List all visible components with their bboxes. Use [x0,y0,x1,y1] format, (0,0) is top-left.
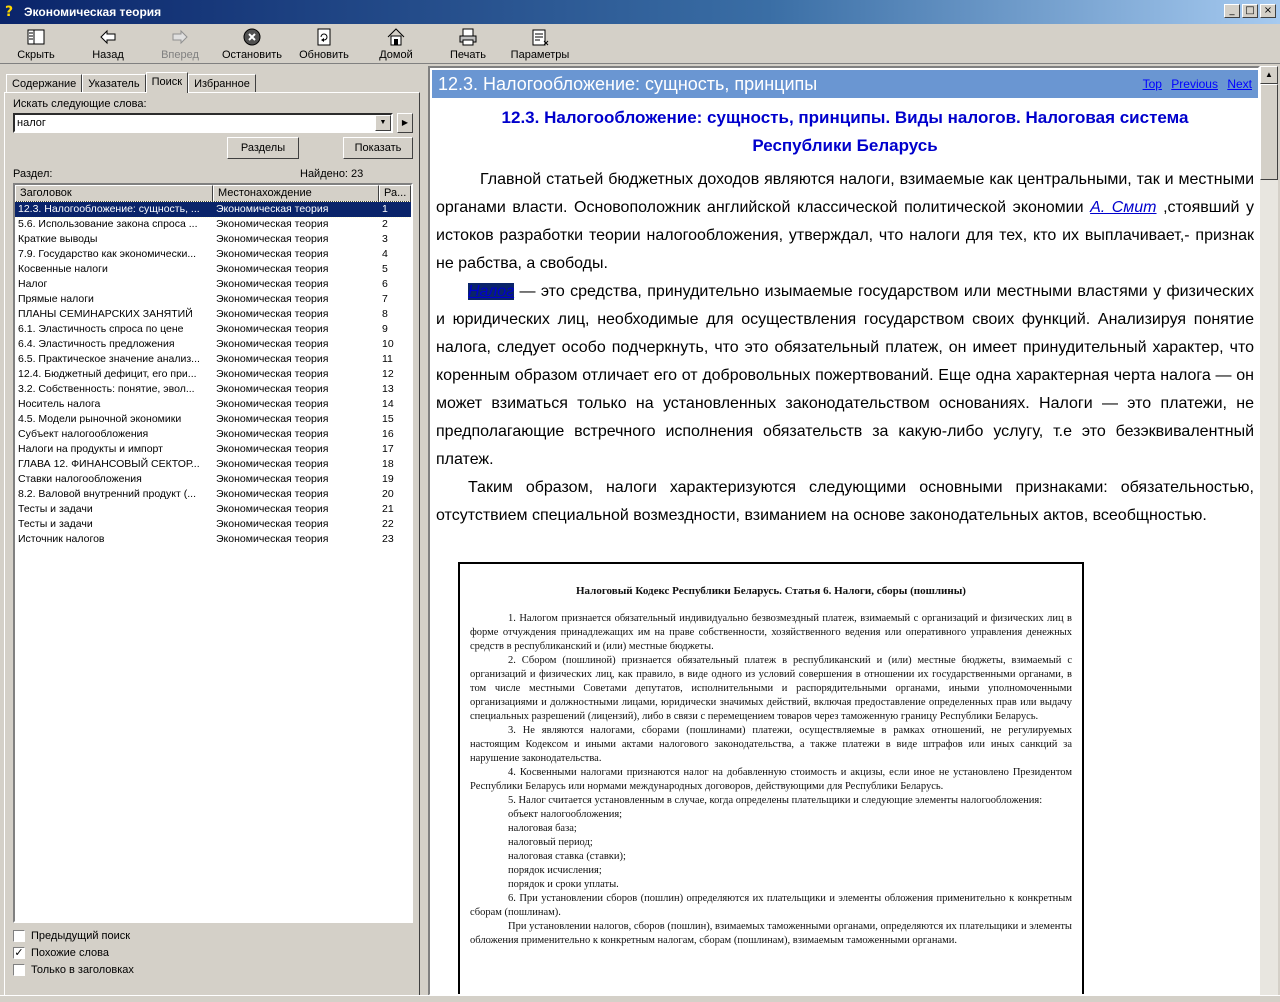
result-row[interactable] [15,337,411,352]
topic-heading: 12.3. Налогообложение: сущность, принципы. Виды налогов. Налоговая система Республики Беларусь [501,108,1189,155]
result-rank: 9 [382,323,388,335]
result-rank: 19 [382,473,394,485]
tab-search[interactable]: Поиск [146,72,188,93]
hide-button[interactable] [0,24,72,64]
results-header [15,185,411,202]
paragraph-2: Налог — это средства, принудительно изымаемые государством или местными властями у физических и юридических лиц, необходимые для осуществления государством своих функций. Анализируя понятие налога, следует особо подчеркнуть, что это обязательный платеж, он имеет принудительный характер, что коренным образом отличает его от добровольных пожертвований. Еще одна характерная черта налога — он может взиматься только на установленных законодательством основаниях. Налоги — это платежи, не предполагающие встречного исполнения обязательств за какую-либо услугу, т.е это безэквивалентный платеж. [436,283,1254,468]
result-rank: 22 [382,518,394,530]
topic-header-bar [432,70,1258,98]
scan-list-item: порядок и сроки уплаты. [508,879,619,890]
help-app-icon: ? [5,4,14,20]
refresh-icon [314,27,334,47]
result-location: Экономическая теория [216,518,329,530]
scan-list-item: объект налогообложения; [508,809,623,820]
result-location: Экономическая теория [216,458,329,470]
result-rank: 12 [382,368,394,380]
result-title: Субъект налогообложения [18,428,149,440]
result-row[interactable] [15,202,411,217]
search-history-arrow-icon[interactable]: ▶ [397,113,413,133]
search-prompt-label: Искать следующие слова: [13,98,147,110]
checkbox-label: Похожие слова [31,947,109,959]
paragraph-3: Таким образом, налоги характеризуются следующими основными признаками: обязательностью, отсутствием специальной возмездности, взиманием на основе законодательных актов, всеобщностью. [436,479,1254,524]
column-location[interactable]: Местонахождение [213,185,379,202]
title-bar [0,0,1280,24]
result-title: Налог [18,278,48,290]
content-scrollbar[interactable] [1260,66,1278,996]
result-title: ГЛАВА 12. ФИНАНСОВЫЙ СЕКТОР... [18,458,200,470]
combo-dropdown-icon[interactable]: ▼ [375,115,391,131]
forward-label: Вперед [161,49,199,61]
result-location: Экономическая теория [216,398,329,410]
result-row[interactable] [15,472,411,487]
result-location: Экономическая теория [216,473,329,485]
result-rank: 18 [382,458,394,470]
tab-index[interactable]: Указатель [82,74,145,93]
paragraph-1: Главной статьей бюджетных доходов являются налоги, взимаемые как центральными, так и местными органами власти. Основоположник английской классической политической экономии А. Смит ,стоявший у истоков разработки теории налогообложения, утверждал, что налоги для тех, кто их выплачивает,- признак не рабства, а свободы. [436,171,1255,272]
tab-favorites[interactable]: Избранное [188,74,256,93]
result-location: Экономическая теория [216,218,329,230]
result-rank: 16 [382,428,394,440]
home-button[interactable] [360,24,432,64]
previous-search-checkbox[interactable] [13,930,130,942]
topic-nav-links [1137,77,1252,91]
result-row[interactable] [15,397,411,412]
search-combo[interactable] [13,113,393,133]
back-label: Назад [92,49,124,61]
result-title: 12.3. Налогообложение: сущность, ... [18,203,200,215]
checkbox-box [13,930,25,942]
scroll-up-icon[interactable]: ▲ [1260,66,1278,84]
status-strip [0,995,1280,1002]
result-location: Экономическая теория [216,533,329,545]
result-title: 5.6. Использование закона спроса ... [18,218,198,230]
result-rank: 3 [382,233,388,245]
scan-list-item: порядок исчисления; [508,865,602,876]
result-title: 12.4. Бюджетный дефицит, его при... [18,368,197,380]
pane-splitter[interactable] [421,66,427,1002]
previous-link[interactable]: Previous [1171,77,1218,91]
result-row[interactable] [15,442,411,457]
topic-body [436,104,1254,530]
forward-button[interactable] [144,24,216,64]
result-title: 6.4. Эластичность предложения [18,338,175,350]
result-title: Тесты и задачи [18,518,93,530]
result-location: Экономическая теория [216,428,329,440]
tax-highlight-link[interactable]: Налог [468,283,515,300]
options-icon [530,27,550,47]
checkbox-label: Только в заголовках [31,964,134,976]
stop-button[interactable] [216,24,288,64]
tax-code-scan-image [458,562,1084,996]
result-title: Косвенные налоги [18,263,108,275]
result-rank: 11 [382,353,393,365]
result-row[interactable] [15,532,411,547]
options-label: Параметры [510,49,570,61]
result-title: Источник налогов [18,533,105,545]
smith-link[interactable]: А. Смит [1090,199,1157,216]
result-row[interactable] [15,262,411,277]
result-location: Экономическая теория [216,413,329,425]
home-icon [386,27,406,47]
checkbox-box [13,964,25,976]
checkbox-label: Предыдущий поиск [31,930,131,942]
next-link[interactable]: Next [1227,77,1252,91]
show-button[interactable]: Показать [343,137,413,159]
result-title: Носитель налога [18,398,101,410]
result-location: Экономическая теория [216,248,329,260]
result-location: Экономическая теория [216,263,329,275]
result-location: Экономическая теория [216,368,329,380]
search-input[interactable] [15,115,371,131]
result-row[interactable] [15,277,411,292]
result-location: Экономическая теория [216,278,329,290]
scroll-thumb[interactable] [1260,84,1278,180]
result-location: Экономическая теория [216,353,329,365]
result-title: 3.2. Собственность: понятие, эвол... [18,383,195,395]
content-pane [428,66,1280,1002]
result-location: Экономическая теория [216,293,329,305]
result-title: Ставки налогообложения [18,473,142,485]
result-row[interactable] [15,232,411,247]
maximize-button[interactable]: □ [1242,4,1258,18]
result-row[interactable] [15,217,411,232]
result-location: Экономическая теория [216,383,329,395]
result-title: 6.1. Эластичность спроса по цене [18,323,184,335]
result-row[interactable] [15,412,411,427]
scan-paragraph: 2. Сбором (пошлиной) признается обязательный платеж в республиканский и (или) местные бюджеты, взимаемый с организаций и физических лиц, как правило, в виде одного из условий совершения в отношении их государственными органами, в том числе местными Советами депутатов, исполнительными и распорядительными органами, иными уполномоченными организациями и должностными лицами, юридически значимых действий, включая предоставление определенных прав или выдачу специальных разрешений (лицензий), либо в связи с перемещением товаров через таможенную границу Республики Беларусь. [470,655,1072,722]
result-rank: 17 [382,443,394,455]
result-row[interactable] [15,367,411,382]
search-tab-panel [4,92,420,996]
titles-only-checkbox[interactable] [13,964,134,976]
minimize-button[interactable]: _ [1224,4,1240,18]
results-rows [15,202,411,547]
stop-icon [242,27,262,47]
result-row[interactable] [15,352,411,367]
result-rank: 20 [382,488,394,500]
result-location: Экономическая теория [216,323,329,335]
tab-contents[interactable]: Содержание [6,74,82,93]
result-rank: 2 [382,218,388,230]
result-title: 6.5. Практическое значение анализ... [18,353,200,365]
section-label: Раздел: [13,168,53,180]
result-row[interactable] [15,307,411,322]
stop-label: Остановить [221,49,283,61]
result-location: Экономическая теория [216,203,329,215]
result-title: 4.5. Модели рыночной экономики [18,413,182,425]
result-title: Тесты и задачи [18,503,93,515]
topic-bar-title: 12.3. Налогообложение: сущность, принципы [438,74,818,94]
results-list[interactable] [13,183,413,923]
column-title[interactable]: Заголовок [15,185,213,202]
result-row[interactable] [15,247,411,262]
result-rank: 23 [382,533,394,545]
forward-arrow-icon [170,27,190,47]
result-location: Экономическая теория [216,233,329,245]
result-rank: 15 [382,413,394,425]
toolbar [0,24,1280,64]
found-count: Найдено: 23 [300,168,364,180]
result-title: Краткие выводы [18,233,98,245]
result-rank: 4 [382,248,388,260]
result-rank: 6 [382,278,388,290]
result-title: 8.2. Валовой внутренний продукт (... [18,488,196,500]
sections-button[interactable]: Разделы [227,137,299,159]
result-location: Экономическая теория [216,443,329,455]
scan-paragraph: 3. Не являются налогами, сборами (пошлинами) платежи, осуществляемые в рамках отношений, не регулируемых настоящим Кодексом и иными актами налогового законодательства, а также платежи в виде штрафов или иных санкций за нарушение законодательства. [470,725,1072,764]
print-button[interactable] [432,24,504,64]
refresh-label: Обновить [299,49,349,61]
close-button[interactable]: × [1260,4,1276,18]
result-rank: 1 [382,203,388,215]
top-link[interactable]: Top [1142,77,1162,91]
options-button[interactable] [504,24,576,64]
column-rank[interactable]: Ра... [379,185,411,202]
similar-words-checkbox[interactable] [13,947,109,959]
result-location: Экономическая теория [216,488,329,500]
result-rank: 14 [382,398,394,410]
navigation-pane [0,66,424,1002]
result-row[interactable] [15,487,411,502]
checkbox-box: ✓ [14,946,24,959]
print-icon [458,27,478,47]
refresh-button[interactable] [288,24,360,64]
result-rank: 5 [382,263,388,275]
topic-frame [428,66,1260,996]
nav-tabs [6,72,256,92]
scan-paragraph: При установлении налогов, сборов (пошлин), взимаемых таможенными органами, определяются их плательщики и элементы обложения применительно к конкретным налогам, сборам (пошлинам), взимаемым таможенными органами. [470,921,1072,946]
scan-list-item: налоговый период; [508,837,593,848]
result-rank: 10 [382,338,394,350]
result-title: Прямые налоги [18,293,94,305]
home-label: Домой [379,49,413,61]
scan-list-item: налоговая база; [508,823,577,834]
window-title: Экономическая теория [24,5,162,19]
result-location: Экономическая теория [216,338,329,350]
result-rank: 7 [382,293,388,305]
result-row[interactable] [15,292,411,307]
result-row[interactable] [15,322,411,337]
result-row[interactable] [15,502,411,517]
scan-paragraph: 5. Налог считается установленным в случае, когда определены плательщики и следующие элементы налогообложения: [508,795,1043,806]
scan-paragraph: 4. Косвенными налогами признаются налог на добавленную стоимость и акцизы, если иное не установлено Президентом Республики Беларусь или нормами международных договоров, действующими для Республики Беларусь. [470,767,1072,792]
result-title: 7.9. Государство как экономически... [18,248,197,260]
result-row[interactable] [15,517,411,532]
result-location: Экономическая теория [216,503,329,515]
result-title: Налоги на продукты и импорт [18,443,163,455]
scan-title: Налоговый Кодекс Республики Беларусь. Статья 6. Налоги, сборы (пошлины) [576,585,966,597]
scan-paragraph: 1. Налогом признается обязательный индивидуально безвозмездный платеж, взимаемый с организаций и физических лиц в форме отчуждения принадлежащих им на праве собственности, хозяйственного ведения или оперативного управления денежных средств в республиканский и (или) местные бюджеты. [470,613,1072,652]
result-rank: 21 [382,503,394,515]
scan-paragraph: 6. При установлении сборов (пошлин) определяются их плательщики и элементы обложения применительно к конкретным сборам (пошлинам). [470,893,1072,918]
back-arrow-icon [98,27,118,47]
result-title: ПЛАНЫ СЕМИНАРСКИХ ЗАНЯТИЙ [18,308,193,320]
result-row[interactable] [15,382,411,397]
result-location: Экономическая теория [216,308,329,320]
hide-icon [26,27,46,47]
print-label: Печать [449,49,487,61]
hide-label: Скрыть [17,49,55,61]
result-row[interactable] [15,427,411,442]
result-rank: 8 [382,308,388,320]
result-row[interactable] [15,457,411,472]
result-rank: 13 [382,383,394,395]
back-button[interactable] [72,24,144,64]
scan-list-item: налоговая ставка (ставки); [508,851,626,862]
